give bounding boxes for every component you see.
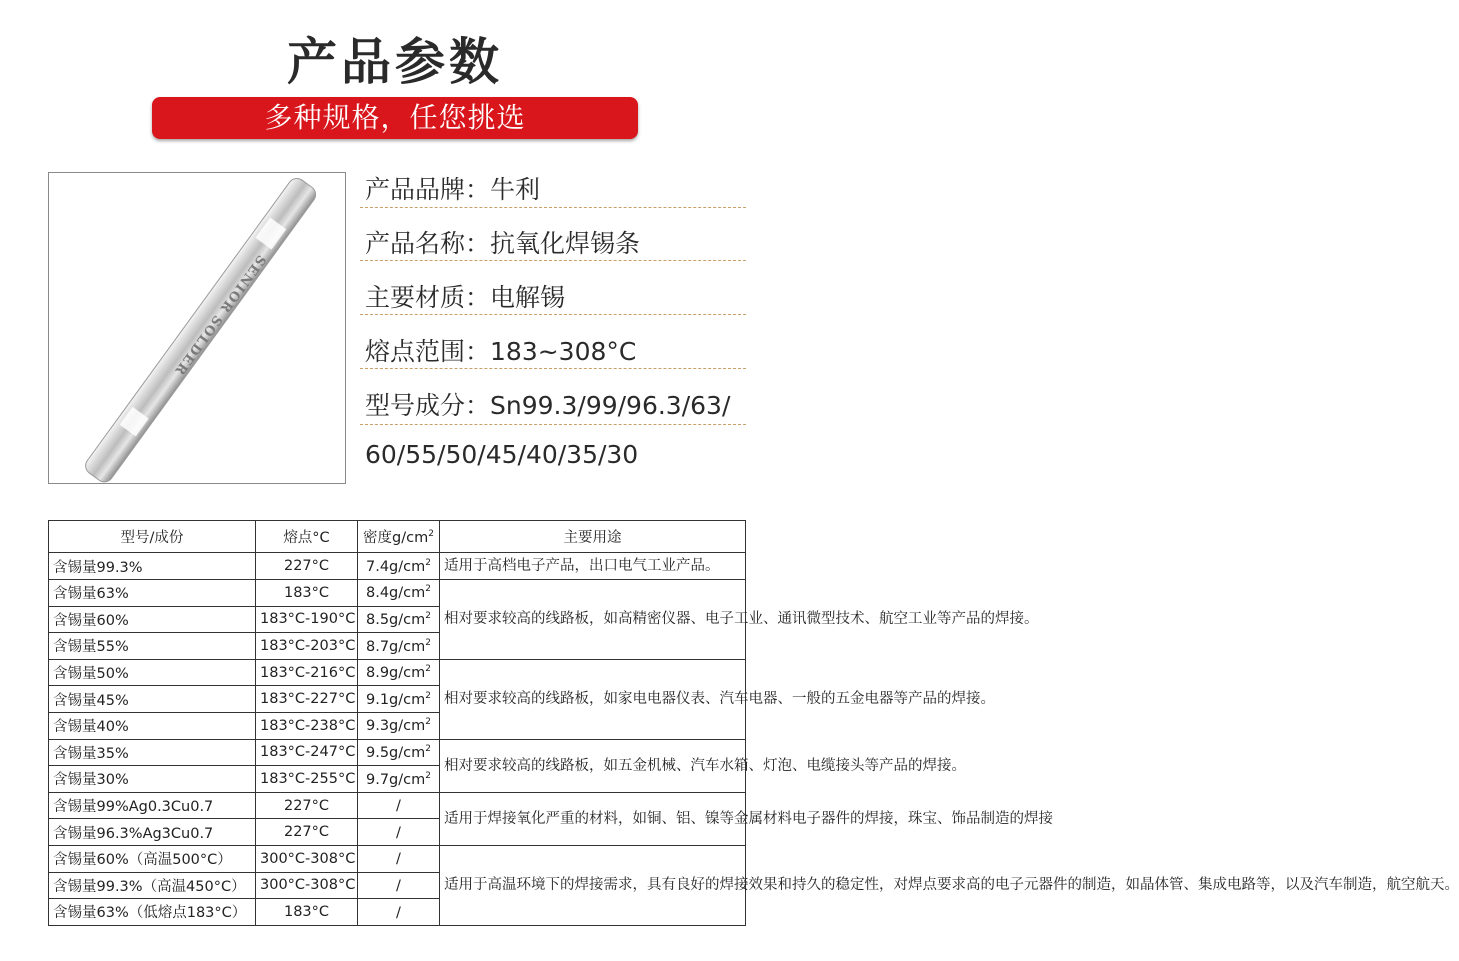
col-header-usage: 主要用途 xyxy=(440,521,746,553)
table-row: 含锡量45% 183°C-227°C $9.1g/cm^2$ xyxy=(49,686,746,713)
table-row: 含锡量30% 183°C-255°C $9.7g/cm^2$ xyxy=(49,766,746,793)
usage-cell: 适用于焊接氧化严重的材料，如铜、铝、镍等金属材料电子器件的焊接，珠宝、饰品制造的焊接 xyxy=(440,792,746,845)
col-header-model: 型号/成份 xyxy=(49,521,256,553)
table-row: 含锡量63%（低熔点183°C） 183°C / xyxy=(49,899,746,926)
spec-melting-range: 熔点范围：183~308°C xyxy=(365,337,637,366)
parameter-table xyxy=(48,520,1459,926)
usage-cell: 适用于高档电子产品，出口电气工业产品。 xyxy=(440,553,746,580)
table-header-row xyxy=(49,521,746,553)
table-row: 含锡量96.3%Ag3Cu0.7 227°C / xyxy=(49,819,746,846)
spec-brand: 产品品牌：牛利 xyxy=(365,175,541,204)
spec-models-continued: 60/55/50/45/40/35/30 xyxy=(365,440,639,469)
col-header-melting-point: 熔点°C xyxy=(256,521,358,553)
page-title: 产品参数 xyxy=(287,33,503,91)
divider xyxy=(360,260,746,261)
divider xyxy=(360,207,746,208)
table-row: 含锡量55% 183°C-203°C $8.7g/cm^2$ xyxy=(49,633,746,660)
promo-banner: 多种规格，任您挑选 xyxy=(152,97,638,139)
divider xyxy=(360,424,746,425)
usage-cell: 适用于高温环境下的焊接需求，具有良好的焊接效果和持久的稳定性，对焊点要求高的电子元器件的制造，如晶体管、集成电路等，以及汽车制造，航空航天。 xyxy=(440,845,746,925)
table-row: 含锡量99.3%（高温450°C） 300°C-308°C / xyxy=(49,872,746,899)
divider xyxy=(360,368,746,369)
bar-engraving: SENIOR SOLDER xyxy=(170,251,269,379)
col-header-density: 密度$g/cm^2$ xyxy=(358,521,440,553)
solder-bar-image xyxy=(49,173,347,485)
usage-cell: 相对要求较高的线路板，如家电电器仪表、汽车电器、一般的五金电器等产品的焊接。 xyxy=(440,659,746,739)
table-row: 含锡量40% 183°C-238°C $9.3g/cm^2$ xyxy=(49,712,746,739)
table-row: 含锡量99%Ag0.3Cu0.7 227°C / 适用于焊接氧化严重的材料，如铜、铝、镍等金属材料电子器件的焊接，珠宝、饰品制造的焊接 xyxy=(49,792,746,819)
spec-models: 型号成分：Sn99.3/99/96.3/63/ xyxy=(365,391,731,420)
table-row: 含锡量60%（高温500°C） 300°C-308°C / 适用于高温环境下的焊接需求，具有良好的焊接效果和持久的稳定性，对焊点要求高的电子元器件的制造，如晶体管、集成电路等，以及汽车制造，航空航天。 xyxy=(49,845,746,872)
divider xyxy=(360,314,746,315)
table-row: 含锡量35% 183°C-247°C $9.5g/cm^2$ 相对要求较高的线路板，如五金机械、汽车水箱、灯泡、电缆接头等产品的焊接。 xyxy=(49,739,746,766)
table-row: 含锡量63% 183°C $8.4g/cm^2$ 相对要求较高的线路板，如高精密仪器、电子工业、通讯微型技术、航空工业等产品的焊接。 xyxy=(49,580,746,607)
table-row: 含锡量50% 183°C-216°C $8.9g/cm^2$ 相对要求较高的线路板，如家电电器仪表、汽车电器、一般的五金电器等产品的焊接。 xyxy=(49,659,746,686)
spec-material: 主要材质：电解锡 xyxy=(365,283,566,312)
usage-cell: 相对要求较高的线路板，如五金机械、汽车水箱、灯泡、电缆接头等产品的焊接。 xyxy=(440,739,746,792)
table-row: 含锡量99.3% 227°C $7.4g/cm^2$ 适用于高档电子产品，出口电气工业产品。 xyxy=(49,553,746,580)
product-photo xyxy=(48,172,346,484)
spec-name: 产品名称：抗氧化焊锡条 xyxy=(365,229,641,258)
usage-cell: 相对要求较高的线路板，如高精密仪器、电子工业、通讯微型技术、航空工业等产品的焊接。 xyxy=(440,580,746,660)
table-row: 含锡量60% 183°C-190°C $8.5g/cm^2$ xyxy=(49,606,746,633)
